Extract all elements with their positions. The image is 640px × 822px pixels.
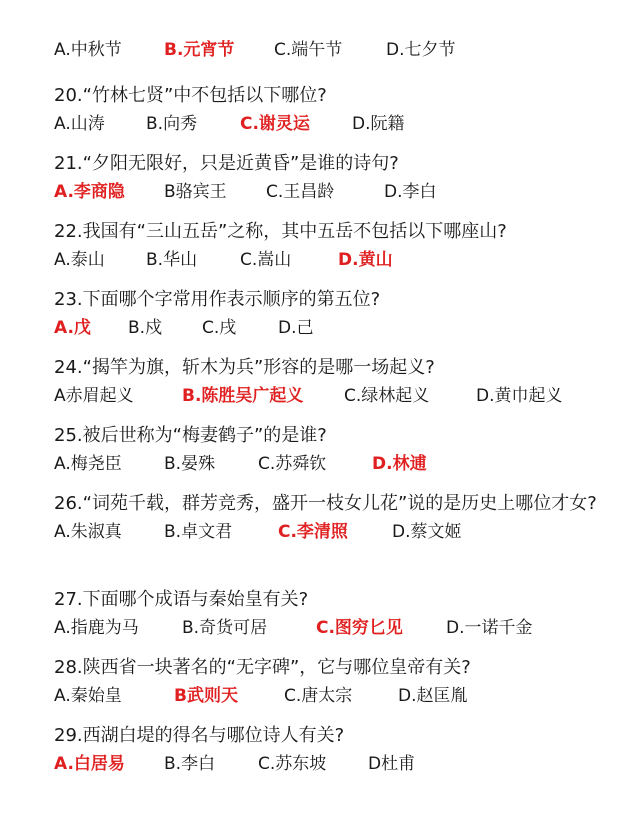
option-d: D.赵匡胤 — [398, 686, 468, 706]
option-a: A.朱淑真 — [54, 522, 122, 542]
option-a: A.泰山 — [54, 250, 105, 270]
option-a-correct: A.戊 — [54, 318, 91, 338]
options-row — [54, 682, 626, 710]
question-number: 26. — [54, 493, 83, 514]
option-d: D.李白 — [384, 182, 437, 202]
question-body: 西湖白堤的得名与哪位诗人有关? — [82, 725, 345, 746]
option-b: B.卓文君 — [164, 522, 233, 542]
question-number: 23. — [54, 289, 83, 310]
option-c-correct: C.李清照 — [278, 522, 348, 542]
option-b: B.向秀 — [146, 114, 198, 134]
question-20 — [54, 82, 626, 138]
question-body: 陕西省一块著名的“无字碑”，它与哪位皇帝有关? — [82, 657, 471, 678]
option-b: B.李白 — [164, 754, 216, 774]
question-body: “揭竿为旗，斩木为兵”形容的是哪一场起义? — [82, 357, 435, 378]
question-24 — [54, 354, 626, 410]
question-body: 下面哪个字常用作表示顺序的第五位? — [82, 289, 381, 310]
question-text — [54, 286, 626, 314]
question-body: “竹林七贤”中不包括以下哪位? — [82, 85, 327, 106]
option-c: C.王昌龄 — [266, 182, 335, 202]
question-19 — [54, 36, 626, 64]
question-number: 22. — [54, 221, 83, 242]
option-b-correct: B武则天 — [174, 686, 238, 706]
option-a: A.山涛 — [54, 114, 105, 134]
option-b: B.华山 — [146, 250, 198, 270]
option-c: C.端午节 — [274, 40, 343, 60]
option-d: D.一诺千金 — [446, 618, 533, 638]
question-text — [54, 586, 626, 614]
question-text — [54, 218, 626, 246]
options-row — [54, 518, 600, 546]
option-d: D.七夕节 — [386, 40, 456, 60]
option-d: D.蔡文姬 — [392, 522, 462, 542]
options-row — [54, 178, 626, 206]
option-b: B骆宾王 — [164, 182, 227, 202]
question-text — [54, 490, 600, 518]
options-row — [54, 314, 626, 342]
question-body: “夕阳无限好，只是近黄昏”是谁的诗句? — [82, 153, 399, 174]
option-a-correct: A.李商隐 — [54, 182, 125, 202]
question-number: 24. — [54, 357, 83, 378]
option-d-correct: D.林逋 — [372, 454, 427, 474]
option-c: C.绿林起义 — [344, 386, 430, 406]
option-b-correct: B.陈胜吴广起义 — [182, 386, 304, 406]
question-number: 21. — [54, 153, 83, 174]
question-number: 29. — [54, 725, 83, 746]
option-c: C.苏东坡 — [258, 754, 327, 774]
option-c-correct: C.谢灵运 — [240, 114, 310, 134]
question-text — [54, 654, 626, 682]
question-text — [54, 354, 626, 382]
options-row — [54, 110, 626, 138]
option-b: B.奇货可居 — [182, 618, 268, 638]
question-text — [54, 422, 626, 450]
option-c: C.苏舜钦 — [258, 454, 327, 474]
option-c-correct: C.图穷匕见 — [316, 618, 403, 638]
option-d: D.黄巾起义 — [476, 386, 563, 406]
question-body: 被后世称为“梅妻鹤子”的是谁? — [82, 425, 327, 446]
options-row — [54, 246, 626, 274]
question-text — [54, 150, 626, 178]
question-text — [54, 722, 626, 750]
question-27 — [54, 586, 626, 642]
options-row — [54, 450, 626, 478]
question-body: 下面哪个成语与秦始皇有关? — [82, 589, 309, 610]
question-28 — [54, 654, 626, 710]
option-a: A.指鹿为马 — [54, 618, 139, 638]
question-number: 20. — [54, 85, 83, 106]
question-26 — [54, 490, 600, 546]
question-body: 我国有“三山五岳”之称，其中五岳不包括以下哪座山? — [82, 221, 507, 242]
question-number: 28. — [54, 657, 83, 678]
question-number: 27. — [54, 589, 83, 610]
option-b: B.戍 — [128, 318, 163, 338]
option-b: B.晏殊 — [164, 454, 216, 474]
option-a: A.秦始皇 — [54, 686, 122, 706]
options-row — [54, 382, 626, 410]
option-a: A.中秋节 — [54, 40, 122, 60]
option-c: C.戌 — [202, 318, 237, 338]
option-a: A.梅尧臣 — [54, 454, 122, 474]
options-row — [54, 750, 626, 778]
option-a: A赤眉起义 — [54, 386, 134, 406]
question-number: 25. — [54, 425, 83, 446]
question-22 — [54, 218, 626, 274]
option-d-correct: D.黄山 — [338, 250, 393, 270]
option-d: D杜甫 — [368, 754, 416, 774]
option-c: C.嵩山 — [240, 250, 292, 270]
question-body: “词苑千载，群芳竞秀，盛开一枝女儿花”说的是历史上哪位才女? — [82, 493, 597, 514]
option-c: C.唐太宗 — [284, 686, 353, 706]
option-d: D.阮籍 — [352, 114, 405, 134]
option-a-correct: A.白居易 — [54, 754, 125, 774]
question-25 — [54, 422, 626, 478]
question-21 — [54, 150, 626, 206]
options-row — [54, 614, 626, 642]
option-b-correct: B.元宵节 — [164, 40, 235, 60]
question-29 — [54, 722, 626, 778]
question-text — [54, 82, 626, 110]
options-row — [54, 36, 626, 64]
question-23 — [54, 286, 626, 342]
option-d: D.己 — [278, 318, 314, 338]
